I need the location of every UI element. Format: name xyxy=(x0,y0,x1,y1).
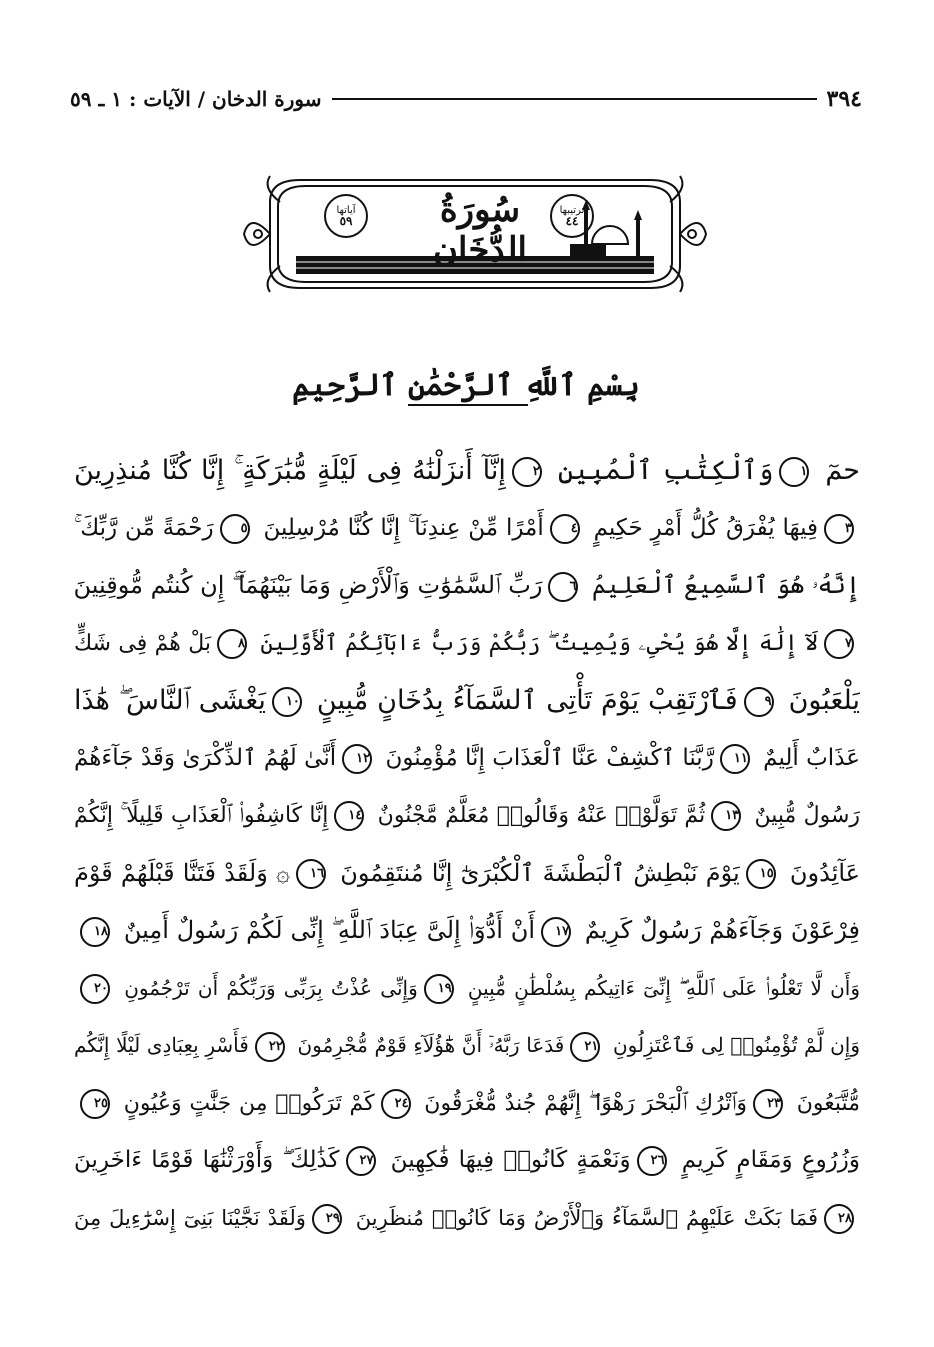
verse-text: يَغْشَى ٱلنَّاسَ ۖ هَٰذَا xyxy=(74,685,266,716)
verse-text: حمٓ xyxy=(815,455,860,486)
ayah-number-icon: ٢١ xyxy=(570,1032,600,1062)
verse-text: كَمْ تَرَكُوا۟ مِن جَنَّٰتٍ وَعُيُونٍ xyxy=(116,1090,375,1116)
text-line xyxy=(74,845,860,903)
ayah-number-icon: ١٨ xyxy=(80,917,110,947)
ayah-number-icon: ٨ xyxy=(217,629,247,659)
verse-text: يَلْعَبُونَ xyxy=(779,685,860,716)
verses-label: آياتها xyxy=(336,205,356,216)
verse-text: وَزُرُوعٍ وَمَقَامٍ كَرِيمٍ xyxy=(672,1147,860,1173)
verse-text: فَأَسْرِ بِعِبَادِى لَيْلًا إِنَّكُم xyxy=(74,1033,249,1057)
ayah-number-icon: ٢٨ xyxy=(824,1204,854,1234)
page-number: ٣٩٤ xyxy=(826,86,862,112)
verse-text: إِنَّا كَاشِفُوا۟ ٱلْعَذَابِ قَلِيلًا ۚ إِنَّكُمْ xyxy=(74,803,329,828)
verse-text: عَذَابٌ أَلِيمٌ xyxy=(755,744,860,771)
surah-name: سُورَةُ الدُّخَانِ xyxy=(433,190,527,270)
ayah-number-icon: ١٠ xyxy=(272,687,302,717)
ayah-number-icon: ٢٣ xyxy=(753,1089,783,1119)
text-line xyxy=(74,902,860,960)
verse-text: يَوْمَ نَبْطِشُ ٱلْبَطْشَةَ ٱلْكُبْرَىٰٓ إِنَّا مُنتَقِمُونَ xyxy=(332,858,740,887)
verse-text: عَآئِدُونَ xyxy=(781,858,860,887)
verse-text: رَّبَّنَا ٱكْشِفْ عَنَّا ٱلْعَذَابَ إِنَّا مُؤْمِنُونَ xyxy=(378,744,714,771)
running-header xyxy=(70,84,862,114)
ayah-number-icon: ٢٠ xyxy=(80,974,110,1004)
verse-text: رَسُولٌ مُّبِينٌ xyxy=(747,803,860,828)
verses-value: ٥٩ xyxy=(339,214,353,228)
verse-text: مُّتَّبَعُونَ xyxy=(789,1090,860,1116)
verse-text: بَلْ هُمْ فِى شَكٍّ xyxy=(74,630,211,656)
verse-text: إِنَّهُۥ هُوَ ٱلسَّمِيعُ ٱلْعَلِيمُ xyxy=(584,571,860,599)
ayah-number-icon: ٢٩ xyxy=(312,1204,342,1234)
verse-text: فَٱرْتَقِبْ يَوْمَ تَأْتِى ٱلسَّمَآءُ بِدُخَانٍ مُّبِينٍ xyxy=(307,685,738,716)
text-line xyxy=(74,787,860,845)
ayah-number-icon: ٢٢ xyxy=(255,1032,285,1062)
ayah-number-icon: ١٦ xyxy=(296,859,326,889)
verse-text: فِيهَا يُفْرَقُ كُلُّ أَمْرٍ حَكِيمٍ xyxy=(585,514,819,541)
ayah-number-icon: ٧ xyxy=(824,629,854,659)
verse-text: فِرْعَوْنَ وَجَآءَهُمْ رَسُولٌ كَرِيمٌ xyxy=(577,916,860,944)
text-line xyxy=(74,557,860,615)
verses-badge xyxy=(324,194,368,238)
verse-text: رَحْمَةً مِّن رَّبِّكَ ۚ xyxy=(74,514,214,541)
order-label: ترتيبها xyxy=(559,205,585,216)
verse-text: ۞ وَلَقَدْ فَتَنَّا قَبْلَهُمْ قَوْمَ xyxy=(74,858,291,887)
text-line xyxy=(74,960,860,1018)
ayah-number-icon: ١٧ xyxy=(541,917,571,947)
verse-text: إِنَّآ أَنزَلْنَٰهُ فِى لَيْلَةٍ مُّبَٰرَكَةٍ ۚ إِنَّا كُنَّا مُنذِرِينَ xyxy=(74,455,506,486)
verse-text: كَذَٰلِكَ ۖ وَأَوْرَثْنَٰهَا قَوْمًا ءَاخَرِينَ xyxy=(74,1147,340,1173)
text-line xyxy=(74,442,860,500)
verse-text: وَٱلْكِتَٰبِ ٱلْمُبِينِ xyxy=(547,455,774,486)
order-badge xyxy=(550,194,594,238)
ayah-number-icon: ١ xyxy=(779,457,809,487)
basmala: بِسْمِ ٱللَّهِ ٱلرَّحْمَٰنِ ٱلرَّحِيمِ xyxy=(292,368,640,403)
ayah-number-icon: ١١ xyxy=(720,744,750,774)
text-line xyxy=(74,1190,860,1248)
verse-text: وَإِن لَّمْ تُؤْمِنُوا۟ لِى فَٱعْتَزِلُونِ xyxy=(606,1033,860,1057)
header-title: سورة الدخان / الآيات : ١ ـ ٥٩ xyxy=(70,87,322,111)
ayah-number-icon: ١٢ xyxy=(342,744,372,774)
ayah-number-icon: ٢٧ xyxy=(346,1146,376,1176)
verse-text: وَلَقَدْ نَجَّيْنَا بَنِىٓ إِسْرَٰٓءِيلَ مِنَ xyxy=(74,1205,306,1230)
ayah-number-icon: ٥ xyxy=(220,514,250,544)
ayah-number-icon: ٩ xyxy=(744,687,774,717)
ayah-number-icon: ١٥ xyxy=(746,859,776,889)
text-line xyxy=(74,1017,860,1075)
verse-text: أَنَّىٰ لَهُمُ ٱلذِّكْرَىٰ وَقَدْ جَآءَهُمْ xyxy=(74,744,337,771)
verse-text: فَدَعَا رَبَّهُۥٓ أَنَّ هَٰٓؤُلَآءِ قَوْمٌ مُّجْرِمُونَ xyxy=(290,1033,565,1057)
ayah-number-icon: ٢ xyxy=(512,457,542,487)
text-line xyxy=(74,730,860,788)
verse-text: أَنْ أَدُّوٓا۟ إِلَىَّ عِبَادَ ٱللَّهِ ۖ إِنِّى لَكُمْ رَسُولٌ أَمِينٌ xyxy=(116,916,536,944)
verse-text: وَٱتْرُكِ ٱلْبَحْرَ رَهْوًا ۖ إِنَّهُمْ جُندٌ مُّغْرَقُونَ xyxy=(416,1090,748,1116)
header-rule xyxy=(332,98,817,100)
text-line xyxy=(74,500,860,558)
ayah-number-icon: ١٩ xyxy=(424,974,454,1004)
verse-text: رَبِّ ٱلسَّمَٰوَٰتِ وَٱلْأَرْضِ وَمَا بَيْنَهُمَآ ۖ إِن كُنتُم مُّوقِنِينَ xyxy=(74,571,543,599)
verse-text: وَأَن لَّا تَعْلُوا۟ عَلَى ٱللَّهِ ۖ إِنِّىٓ ءَاتِيكُم بِسُلْطَٰنٍ مُّبِينٍ xyxy=(459,975,860,1000)
ayah-number-icon: ٢٦ xyxy=(637,1146,667,1176)
ayah-number-icon: ٦ xyxy=(548,572,578,602)
text-line xyxy=(74,615,860,673)
ayah-number-icon: ١٣ xyxy=(711,801,741,831)
verse-text: فَمَا بَكَتْ عَلَيْهِمُ ٱلسَّمَآءُ وَٱلْأَرْضُ وَمَا كَانُوا۟ مُنظَرِينَ xyxy=(347,1205,818,1230)
text-line xyxy=(74,1132,860,1190)
verse-text: وَنَعْمَةٍ كَانُوا۟ فِيهَا فَٰكِهِينَ xyxy=(381,1147,631,1173)
verse-text: ثُمَّ تَوَلَّوْا۟ عَنْهُ وَقَالُوا۟ مُعَلَّمٌ مَّجْنُونٌ xyxy=(370,803,706,828)
surah-banner xyxy=(240,172,710,296)
ayah-number-icon: ٤ xyxy=(550,514,580,544)
ayah-number-icon: ٣ xyxy=(824,514,854,544)
ayah-number-icon: ٢٥ xyxy=(80,1089,110,1119)
ayah-number-icon: ١٤ xyxy=(334,801,364,831)
verse-text: وَإِنِّى عُذْتُ بِرَبِّى وَرَبِّكُمْ أَن تَرْجُمُونِ xyxy=(116,975,418,1000)
ayah-number-icon: ٢٤ xyxy=(381,1089,411,1119)
text-line xyxy=(74,1075,860,1133)
order-value: ٤٤ xyxy=(565,214,579,228)
verse-text: أَمْرًا مِّنْ عِندِنَآ ۚ إِنَّا كُنَّا مُرْسِلِينَ xyxy=(255,514,544,541)
quran-text xyxy=(74,442,860,1247)
verse-text: لَآ إِلَٰهَ إِلَّا هُوَ يُحْىِۦ وَيُمِيتُ ۖ رَبُّكُمْ وَرَبُّ ءَابَآئِكُمُ ٱلْأَوَّلِينَ xyxy=(253,630,818,656)
basmala-rule xyxy=(408,404,528,406)
text-line xyxy=(74,672,860,730)
